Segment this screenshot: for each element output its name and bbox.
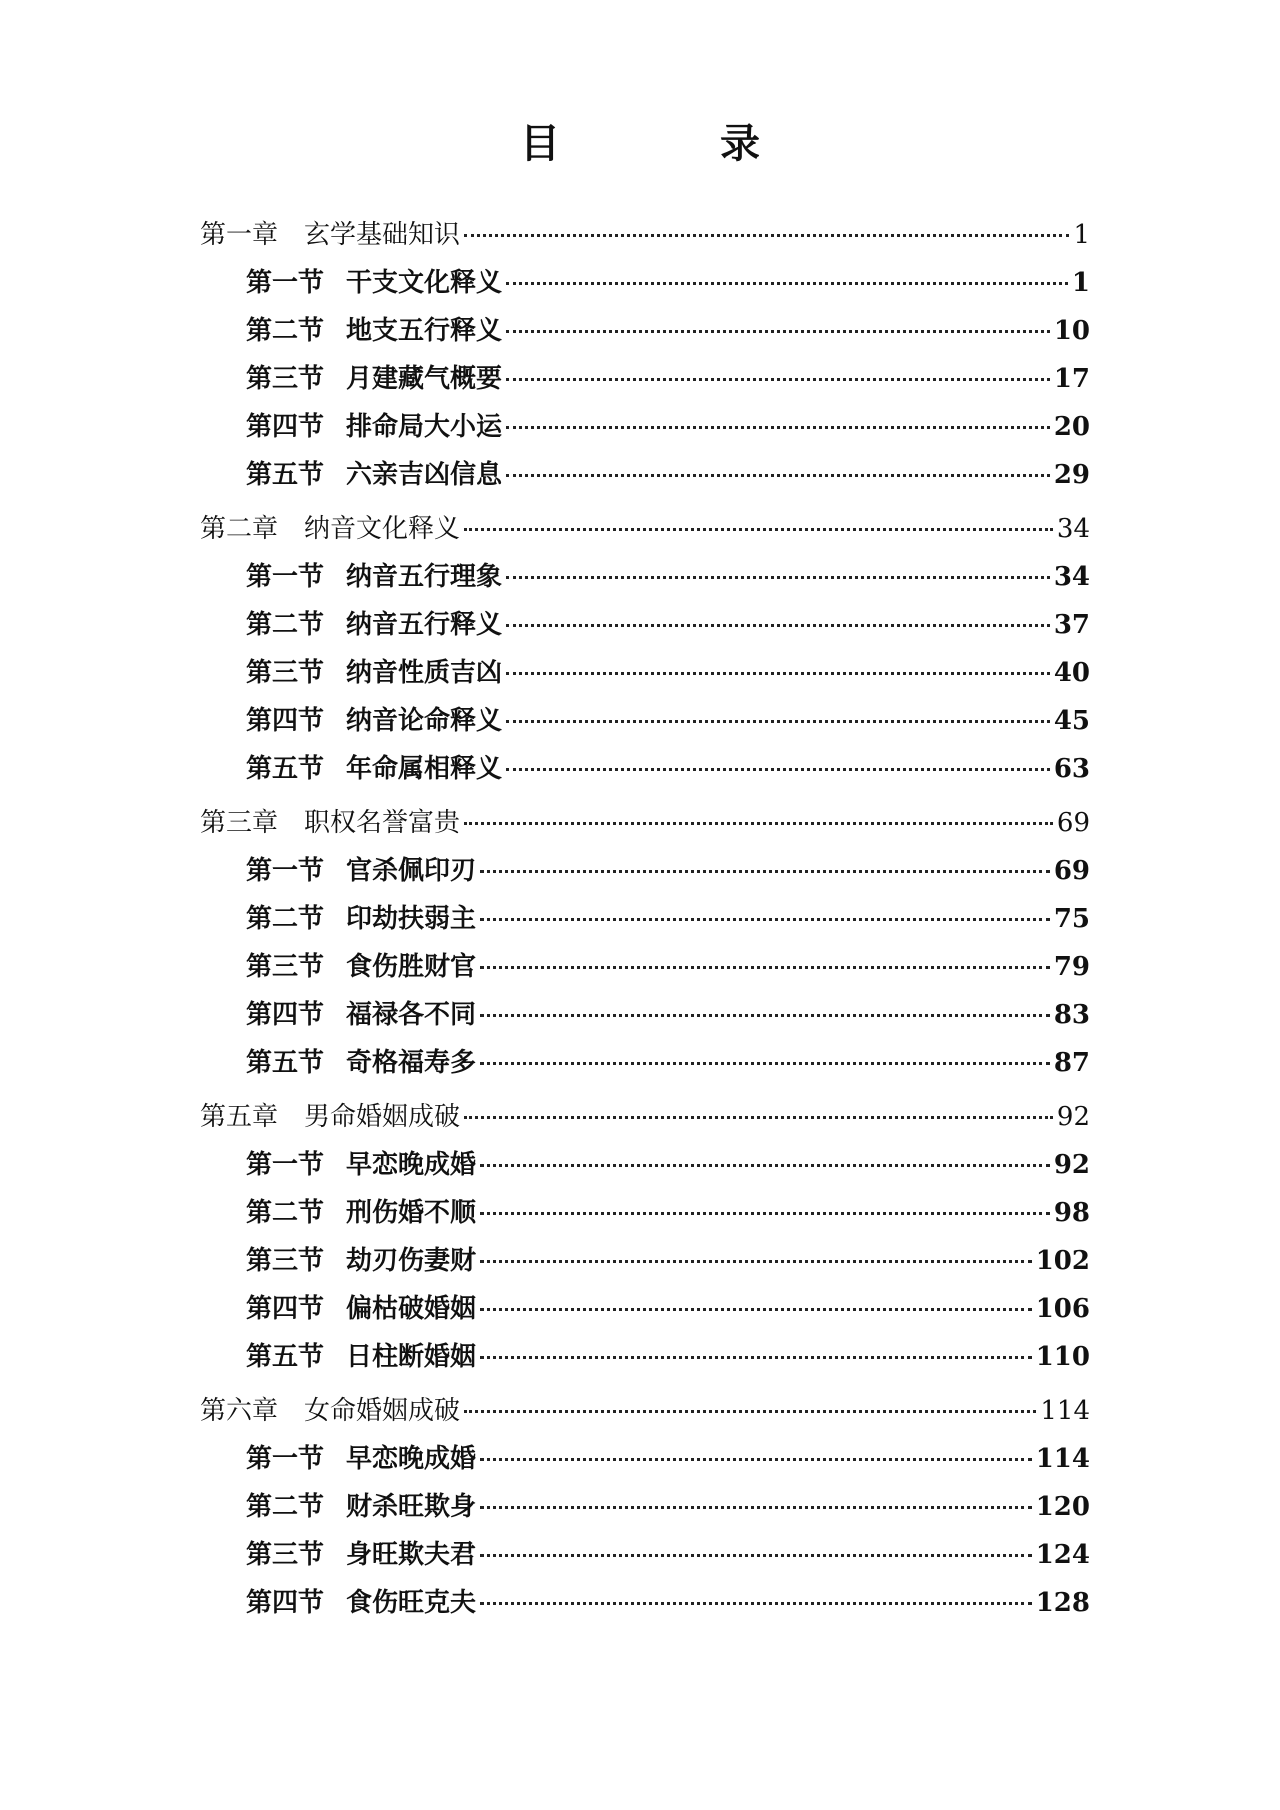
- chapter-number: 第五章: [200, 1102, 279, 1132]
- page-number: 114: [1035, 1444, 1090, 1474]
- toc-section-entry: [200, 752, 1090, 786]
- toc-section-entry: [200, 1538, 1090, 1572]
- page-number: 34: [1056, 514, 1090, 544]
- section-number: 第四节: [246, 1588, 325, 1618]
- toc-section-entry: [200, 1292, 1090, 1326]
- dot-leader: [480, 1212, 1050, 1215]
- page-number: 87: [1053, 1048, 1090, 1078]
- section-title: 干支文化释义: [346, 268, 503, 298]
- toc-section-entry: [200, 266, 1090, 300]
- section-number: 第五节: [246, 1048, 325, 1078]
- page-number: 102: [1035, 1246, 1090, 1276]
- dot-leader: [480, 1506, 1032, 1509]
- page-number: 92: [1053, 1150, 1090, 1180]
- table-of-contents: [200, 218, 1090, 1620]
- section-number: 第三节: [246, 658, 325, 688]
- page-number: 83: [1053, 1000, 1090, 1030]
- section-number: 第二节: [246, 610, 325, 640]
- page-number: 40: [1053, 658, 1090, 688]
- section-title: 月建藏气概要: [346, 364, 503, 394]
- section-number: 第五节: [246, 1342, 325, 1372]
- page-number: 1: [1073, 220, 1090, 250]
- dot-leader: [506, 330, 1050, 333]
- dot-leader: [480, 1554, 1032, 1557]
- page-number: 120: [1035, 1492, 1090, 1522]
- toc-section-entry: [200, 1196, 1090, 1230]
- chapter-title: 玄学基础知识: [304, 220, 461, 250]
- section-number: 第一节: [246, 268, 325, 298]
- toc-section-entry: [200, 1046, 1090, 1080]
- section-number: 第二节: [246, 316, 325, 346]
- dot-leader: [464, 1116, 1053, 1119]
- section-number: 第一节: [246, 1150, 325, 1180]
- toc-section-entry: [200, 314, 1090, 348]
- section-title: 纳音五行释义: [346, 610, 503, 640]
- chapter-number: 第三章: [200, 808, 279, 838]
- dot-leader: [506, 474, 1050, 477]
- page-number: 98: [1053, 1198, 1090, 1228]
- page-number: 124: [1035, 1540, 1090, 1570]
- chapter-title: 男命婚姻成破: [304, 1102, 461, 1132]
- section-title: 地支五行释义: [346, 316, 503, 346]
- toc-section-entry: [200, 458, 1090, 492]
- toc-section-entry: [200, 950, 1090, 984]
- chapter-number: 第一章: [200, 220, 279, 250]
- section-title: 纳音论命释义: [346, 706, 503, 736]
- page-number: 45: [1053, 706, 1090, 736]
- page-number: 10: [1053, 316, 1090, 346]
- section-title: 排命局大小运: [346, 412, 503, 442]
- page-number: 128: [1035, 1588, 1090, 1618]
- toc-chapter-entry: [200, 218, 1090, 252]
- section-title: 官杀佩印刃: [346, 856, 477, 886]
- toc-section-entry: [200, 1442, 1090, 1476]
- page-number: 29: [1053, 460, 1090, 490]
- dot-leader: [480, 1062, 1050, 1065]
- toc-section-entry: [200, 410, 1090, 444]
- page-number: 1: [1071, 268, 1090, 298]
- section-number: 第五节: [246, 754, 325, 784]
- section-number: 第一节: [246, 1444, 325, 1474]
- page-number: 75: [1053, 904, 1090, 934]
- chapter-title: 女命婚姻成破: [304, 1396, 461, 1426]
- page-number: 92: [1056, 1102, 1090, 1132]
- toc-chapter-entry: [200, 1394, 1090, 1428]
- dot-leader: [464, 1410, 1036, 1413]
- dot-leader: [506, 624, 1050, 627]
- dot-leader: [480, 1308, 1032, 1311]
- section-number: 第三节: [246, 1540, 325, 1570]
- page-number: 17: [1053, 364, 1090, 394]
- section-number: 第三节: [246, 952, 325, 982]
- section-number: 第三节: [246, 1246, 325, 1276]
- section-title: 六亲吉凶信息: [346, 460, 503, 490]
- page-number: 69: [1053, 856, 1090, 886]
- section-title: 纳音性质吉凶: [346, 658, 503, 688]
- section-number: 第二节: [246, 904, 325, 934]
- toc-chapter-entry: [200, 512, 1090, 546]
- toc-section-entry: [200, 854, 1090, 888]
- dot-leader: [480, 1356, 1032, 1359]
- dot-leader: [506, 576, 1050, 579]
- dot-leader: [480, 1602, 1032, 1605]
- dot-leader: [464, 822, 1053, 825]
- page-number: 114: [1040, 1396, 1090, 1426]
- section-title: 早恋晚成婚: [346, 1150, 477, 1180]
- toc-section-entry: [200, 560, 1090, 594]
- chapter-number: 第六章: [200, 1396, 279, 1426]
- section-number: 第四节: [246, 1294, 325, 1324]
- toc-section-entry: [200, 608, 1090, 642]
- toc-section-entry: [200, 704, 1090, 738]
- section-title: 刑伤婚不顺: [346, 1198, 477, 1228]
- chapter-number: 第二章: [200, 514, 279, 544]
- section-number: 第五节: [246, 460, 325, 490]
- section-number: 第一节: [246, 562, 325, 592]
- section-number: 第四节: [246, 1000, 325, 1030]
- section-number: 第二节: [246, 1198, 325, 1228]
- dot-leader: [506, 282, 1068, 285]
- section-title: 偏枯破婚姻: [346, 1294, 477, 1324]
- dot-leader: [464, 234, 1069, 237]
- page-number: 37: [1053, 610, 1090, 640]
- page-title: 目 录: [520, 120, 820, 167]
- dot-leader: [480, 870, 1050, 873]
- dot-leader: [480, 918, 1050, 921]
- section-number: 第一节: [246, 856, 325, 886]
- dot-leader: [506, 378, 1050, 381]
- toc-section-entry: [200, 998, 1090, 1032]
- dot-leader: [506, 768, 1050, 771]
- page-number: 69: [1056, 808, 1090, 838]
- page-number: 106: [1035, 1294, 1090, 1324]
- toc-section-entry: [200, 902, 1090, 936]
- dot-leader: [506, 720, 1050, 723]
- section-title: 劫刃伤妻财: [346, 1246, 477, 1276]
- dot-leader: [480, 966, 1050, 969]
- dot-leader: [464, 528, 1053, 531]
- section-title: 早恋晚成婚: [346, 1444, 477, 1474]
- dot-leader: [506, 426, 1050, 429]
- section-title: 身旺欺夫君: [346, 1540, 477, 1570]
- section-number: 第二节: [246, 1492, 325, 1522]
- toc-chapter-entry: [200, 806, 1090, 840]
- toc-section-entry: [200, 362, 1090, 396]
- toc-section-entry: [200, 1340, 1090, 1374]
- toc-section-entry: [200, 656, 1090, 690]
- section-number: 第四节: [246, 412, 325, 442]
- chapter-title: 职权名誉富贵: [304, 808, 461, 838]
- section-title: 福禄各不同: [346, 1000, 477, 1030]
- dot-leader: [480, 1164, 1050, 1167]
- page-number: 79: [1053, 952, 1090, 982]
- section-title: 财杀旺欺身: [346, 1492, 477, 1522]
- page-number: 110: [1035, 1342, 1090, 1372]
- page-number: 34: [1053, 562, 1090, 592]
- toc-chapter-entry: [200, 1100, 1090, 1134]
- toc-section-entry: [200, 1148, 1090, 1182]
- section-number: 第三节: [246, 364, 325, 394]
- dot-leader: [480, 1458, 1032, 1461]
- toc-section-entry: [200, 1244, 1090, 1278]
- section-title: 印劫扶弱主: [346, 904, 477, 934]
- section-number: 第四节: [246, 706, 325, 736]
- dot-leader: [480, 1014, 1050, 1017]
- dot-leader: [480, 1260, 1032, 1263]
- chapter-title: 纳音文化释义: [304, 514, 461, 544]
- page-number: 63: [1053, 754, 1090, 784]
- toc-section-entry: [200, 1490, 1090, 1524]
- section-title: 奇格福寿多: [346, 1048, 477, 1078]
- section-title: 年命属相释义: [346, 754, 503, 784]
- section-title: 日柱断婚姻: [346, 1342, 477, 1372]
- section-title: 食伤旺克夫: [346, 1588, 477, 1618]
- toc-section-entry: [200, 1586, 1090, 1620]
- dot-leader: [506, 672, 1050, 675]
- section-title: 纳音五行理象: [346, 562, 503, 592]
- page-number: 20: [1053, 412, 1090, 442]
- section-title: 食伤胜财官: [346, 952, 477, 982]
